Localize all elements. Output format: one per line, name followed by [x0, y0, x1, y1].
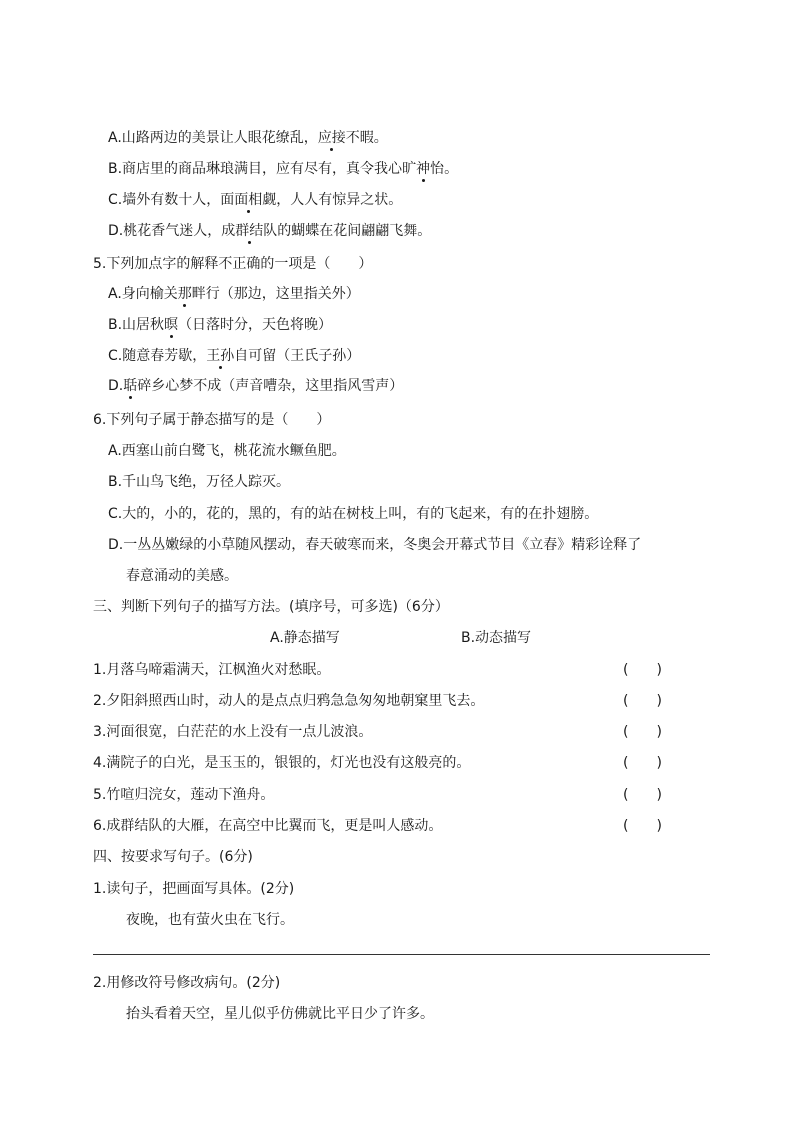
sec3-item-1: 1.月落乌啼霜满天，江枫渔火对愁眠。 [93, 662, 331, 678]
answer-blank-3[interactable]: ( ) [623, 724, 662, 740]
emphasis-text: 那 [177, 286, 192, 302]
q6-option-c: C.大的，小的，花的，黑的，有的站在树枝上叫，有的飞起来，有的在扑翅膀。 [108, 506, 599, 522]
q6-stem: 6.下列句子属于静态描写的是（ ） [93, 412, 331, 428]
sec3-item-5: 5.竹喧归浣女，莲动下渔舟。 [93, 787, 275, 803]
section3-title: 三、判断下列句子的描写方法。(填序号，可多选)（6分） [93, 599, 449, 615]
section4-title: 四、按要求写句子。(6分) [93, 849, 253, 865]
choice-dynamic: B.动态描写 [461, 630, 532, 646]
sec3-item-4: 4.满院子的白光，是玉玉的，银银的，灯光也没有这般亮的。 [93, 755, 471, 771]
choice-static: A.静态描写 [270, 630, 340, 646]
sec3-item-6: 6.成群结队的大雁，在高空中比翼而飞，更是叫人感动。 [93, 818, 443, 834]
emphasis-text: 成群结队 [221, 223, 278, 239]
q6-option-d: D.一丛丛嫩绿的小草随风摆动，春天破寒而来，冬奥会开幕式节目《立春》精彩诠释了 [108, 537, 642, 553]
answer-blank-5[interactable]: ( ) [623, 787, 662, 803]
emphasis-text: 王孙 [206, 348, 235, 364]
sec4-q1-sentence: 夜晚，也有萤火虫在飞行。 [126, 912, 294, 928]
sec4-q1-stem: 1.读句子，把画面写具体。(2分) [93, 881, 295, 897]
q4-option-a: A.山路两边的美景让人眼花缭乱，应接不暇。 [108, 130, 388, 146]
emphasis-text: 应接 [317, 130, 346, 146]
answer-blank-1[interactable]: ( ) [623, 662, 662, 678]
q5-option-c: C.随意春芳歇，王孙自可留（王氏子孙） [108, 348, 361, 364]
answer-blank-6[interactable]: ( ) [623, 818, 662, 834]
emphasis-text: 面面相觑 [220, 192, 277, 208]
q4-option-d: D.桃花香气迷人，成群结队的蝴蝶在花间翩翩飞舞。 [108, 223, 432, 239]
q5-stem: 5.下列加点字的解释不正确的一项是（ ） [93, 256, 373, 272]
emphasis-text: 聒 [123, 378, 138, 394]
answer-blank-4[interactable]: ( ) [623, 755, 662, 771]
q6-option-b: B.千山鸟飞绝，万径人踪灭。 [108, 474, 291, 490]
emphasis-text: 旷神怡 [402, 161, 445, 177]
sec4-q2-sentence: 抬头看着天空，星儿似乎仿佛就比平日少了许多。 [126, 1006, 434, 1022]
q4-option-b: B.商店里的商品琳琅满目，应有尽有，真令我心旷神怡。 [108, 161, 459, 177]
sec3-item-3: 3.河面很宽，白茫茫的水上没有一点儿波浪。 [93, 724, 373, 740]
q6-option-d-continuation: 春意涌动的美感。 [126, 568, 238, 584]
sec3-item-2: 2.夕阳斜照西山时，动人的是点点归鸦急急匆匆地朝窠里飞去。 [93, 693, 485, 709]
answer-line[interactable] [93, 954, 710, 955]
answer-blank-2[interactable]: ( ) [623, 693, 662, 709]
q5-option-a: A.身向榆关那畔行（那边，这里指关外） [108, 286, 360, 302]
emphasis-text: 暝 [164, 317, 179, 333]
q5-option-b: B.山居秋暝（日落时分，天色将晚） [108, 317, 333, 333]
q4-option-c: C.墙外有数十人，面面相觑，人人有惊异之状。 [108, 192, 403, 208]
q5-option-d: D.聒碎乡心梦不成（声音嘈杂，这里指风雪声） [108, 378, 404, 394]
q6-option-a: A.西塞山前白鹭飞，桃花流水鳜鱼肥。 [108, 443, 346, 459]
sec4-q2-stem: 2.用修改符号修改病句。(2分) [93, 975, 281, 991]
